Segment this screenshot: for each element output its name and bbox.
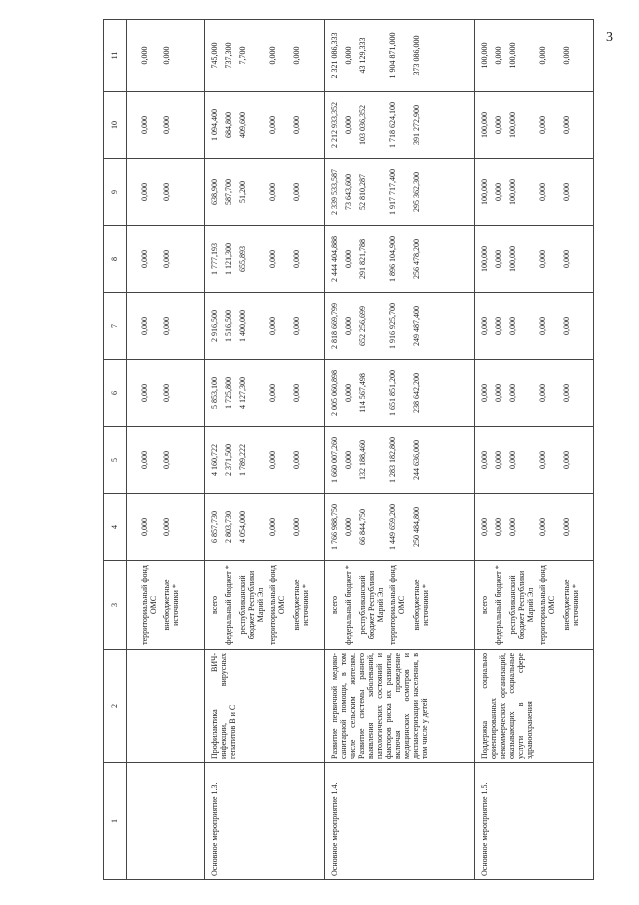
amount-value: 0,000 bbox=[508, 451, 517, 469]
amount-value: 0,000 bbox=[538, 116, 547, 134]
year-7-values-cell bbox=[325, 293, 475, 360]
year-11-values-cell bbox=[205, 20, 325, 92]
funding-source-label: всего bbox=[330, 596, 339, 615]
year-7-values-cell bbox=[475, 293, 594, 360]
amount-value: 1 651 851,200 bbox=[388, 370, 397, 416]
amount-value: 0,000 bbox=[538, 451, 547, 469]
amount-value: 100,000 bbox=[480, 112, 489, 138]
amount-value: 100,000 bbox=[508, 246, 517, 272]
amount-value: 2 916,500 bbox=[210, 310, 219, 342]
amount-value: 0,000 bbox=[292, 384, 301, 402]
amount-value: 0,000 bbox=[494, 317, 503, 335]
amount-value: 2 444 404,888 bbox=[330, 236, 339, 282]
activity-name-cell bbox=[127, 650, 205, 763]
activity-number-cell: Основное мероприятие 1.4. bbox=[325, 763, 475, 880]
amount-value: 684,800 bbox=[224, 112, 233, 138]
funding-source-label: республиканский бюджет Республики Марий Эл bbox=[358, 570, 385, 640]
header-cell-2: 2 bbox=[104, 650, 127, 763]
amount-value: 0,000 bbox=[494, 183, 503, 201]
amount-value: 1 283 182,800 bbox=[388, 437, 397, 483]
year-5-values-cell bbox=[127, 427, 205, 494]
header-cell-1: 1 bbox=[104, 763, 127, 880]
year-4-values-cell bbox=[205, 494, 325, 561]
funding-table bbox=[103, 19, 594, 880]
amount-value: 66 844,750 bbox=[358, 509, 367, 545]
year-4-values-cell bbox=[325, 494, 475, 561]
header-cell-7: 7 bbox=[104, 293, 127, 360]
year-6-values-cell bbox=[127, 360, 205, 427]
year-5-values-cell bbox=[205, 427, 325, 494]
year-7-values-cell bbox=[127, 293, 205, 360]
amount-value: 238 642,200 bbox=[412, 373, 421, 413]
amount-value: 0,000 bbox=[494, 384, 503, 402]
amount-value: 0,000 bbox=[344, 250, 353, 268]
amount-value: 0,000 bbox=[480, 451, 489, 469]
funding-source-label: внебюджетные источники * bbox=[292, 579, 310, 631]
amount-value: 0,000 bbox=[268, 116, 277, 134]
amount-value: 103 036,352 bbox=[358, 105, 367, 145]
amount-value: 0,000 bbox=[508, 317, 517, 335]
amount-value: 4 054,000 bbox=[238, 511, 247, 543]
amount-value: 409,600 bbox=[238, 112, 247, 138]
header-cell-4: 4 bbox=[104, 494, 127, 561]
funding-source-label: территориальный фонд ОМС bbox=[140, 565, 158, 645]
amount-value: 100,000 bbox=[480, 246, 489, 272]
amount-value: 0,000 bbox=[140, 250, 149, 268]
amount-value: 0,000 bbox=[480, 317, 489, 335]
amount-value: 0,000 bbox=[562, 46, 571, 65]
header-cell-8: 8 bbox=[104, 226, 127, 293]
year-11-values-cell bbox=[127, 20, 205, 92]
amount-value: 0,000 bbox=[162, 46, 171, 65]
funding-source-label: всего bbox=[210, 596, 219, 615]
year-11-values-cell bbox=[325, 20, 475, 92]
amount-value: 0,000 bbox=[344, 46, 353, 65]
amount-value: 0,000 bbox=[494, 46, 503, 65]
amount-value: 0,000 bbox=[344, 317, 353, 335]
amount-value: 737,300 bbox=[224, 42, 233, 69]
amount-value: 0,000 bbox=[268, 317, 277, 335]
amount-value: 0,000 bbox=[344, 116, 353, 134]
header-cell-6: 6 bbox=[104, 360, 127, 427]
amount-value: 0,000 bbox=[162, 317, 171, 335]
year-5-values-cell bbox=[475, 427, 594, 494]
table-row bbox=[205, 20, 325, 880]
amount-value: 0,000 bbox=[140, 518, 149, 536]
activity-name-cell: Поддержка социально ориентированных некоммерческих организаций, оказывающих социальные услуги в сфере здравоохранения bbox=[475, 650, 594, 763]
amount-value: 0,000 bbox=[538, 518, 547, 536]
amount-value: 0,000 bbox=[538, 46, 547, 65]
amount-value: 0,000 bbox=[562, 116, 571, 134]
amount-value: 0,000 bbox=[162, 116, 171, 134]
amount-value: 2 005 060,898 bbox=[330, 370, 339, 416]
amount-value: 1 917 717,400 bbox=[388, 169, 397, 215]
amount-value: 0,000 bbox=[268, 518, 277, 536]
amount-value: 0,000 bbox=[508, 384, 517, 402]
amount-value: 4 160,722 bbox=[210, 444, 219, 476]
amount-value: 2 371,500 bbox=[224, 444, 233, 476]
year-8-values-cell bbox=[127, 226, 205, 293]
amount-value: 745,000 bbox=[210, 42, 219, 69]
funding-source-label: всего bbox=[480, 596, 489, 615]
amount-value: 0,000 bbox=[508, 518, 517, 536]
amount-value: 0,000 bbox=[140, 451, 149, 469]
amount-value: 0,000 bbox=[480, 384, 489, 402]
amount-value: 1 094,400 bbox=[210, 109, 219, 141]
amount-value: 1 660 007,260 bbox=[330, 437, 339, 483]
amount-value: 1 121,300 bbox=[224, 243, 233, 275]
amount-value: 0,000 bbox=[162, 518, 171, 536]
amount-value: 4 127,300 bbox=[238, 377, 247, 409]
amount-value: 0,000 bbox=[268, 46, 277, 65]
year-8-values-cell bbox=[325, 226, 475, 293]
amount-value: 249 487,400 bbox=[412, 306, 421, 346]
year-10-values-cell bbox=[475, 92, 594, 159]
amount-value: 0,000 bbox=[268, 183, 277, 201]
funding-source-label: территориальный фонд ОМС bbox=[538, 565, 556, 645]
amount-value: 43 129,333 bbox=[358, 37, 367, 74]
amount-value: 1 896 104,900 bbox=[388, 236, 397, 282]
amount-value: 2 339 533,587 bbox=[330, 169, 339, 215]
activity-number-cell bbox=[127, 763, 205, 880]
amount-value: 0,000 bbox=[162, 183, 171, 201]
amount-value: 1 516,500 bbox=[224, 310, 233, 342]
amount-value: 2 212 933,352 bbox=[330, 102, 339, 148]
amount-value: 2 818 669,799 bbox=[330, 303, 339, 349]
amount-value: 0,000 bbox=[162, 451, 171, 469]
year-8-values-cell bbox=[205, 226, 325, 293]
year-10-values-cell bbox=[127, 92, 205, 159]
amount-value: 0,000 bbox=[140, 116, 149, 134]
amount-value: 100,000 bbox=[508, 112, 517, 138]
funding-source-label: территориальный фонд ОМС bbox=[388, 565, 406, 645]
amount-value: 0,000 bbox=[344, 451, 353, 469]
amount-value: 638,900 bbox=[210, 179, 219, 205]
year-4-values-cell bbox=[127, 494, 205, 561]
year-6-values-cell bbox=[325, 360, 475, 427]
amount-value: 0,000 bbox=[538, 250, 547, 268]
funding-source-label: федеральный бюджет * bbox=[224, 565, 233, 645]
year-9-values-cell bbox=[475, 159, 594, 226]
amount-value: 51,200 bbox=[238, 181, 247, 203]
funding-source-cell bbox=[127, 561, 205, 650]
amount-value: 1 789,222 bbox=[238, 444, 247, 476]
amount-value: 2 803,730 bbox=[224, 511, 233, 543]
amount-value: 0,000 bbox=[538, 384, 547, 402]
amount-value: 1 400,000 bbox=[238, 310, 247, 342]
amount-value: 2 321 086,333 bbox=[330, 32, 339, 79]
amount-value: 1 718 624,100 bbox=[388, 102, 397, 148]
year-9-values-cell bbox=[205, 159, 325, 226]
amount-value: 132 188,460 bbox=[358, 440, 367, 480]
funding-source-label: внебюджетные источники * bbox=[162, 579, 180, 631]
funding-source-label: федеральный бюджет * bbox=[494, 565, 503, 645]
amount-value: 0,000 bbox=[538, 317, 547, 335]
amount-value: 0,000 bbox=[494, 518, 503, 536]
amount-value: 0,000 bbox=[494, 250, 503, 268]
amount-value: 295 362,300 bbox=[412, 172, 421, 212]
amount-value: 244 636,000 bbox=[412, 440, 421, 480]
funding-source-label: республиканский бюджет Республики Марий Эл bbox=[238, 570, 265, 640]
amount-value: 0,000 bbox=[344, 518, 353, 536]
amount-value: 0,000 bbox=[162, 250, 171, 268]
year-4-values-cell bbox=[475, 494, 594, 561]
amount-value: 250 484,800 bbox=[412, 507, 421, 547]
table-row bbox=[325, 20, 475, 880]
header-cell-9: 9 bbox=[104, 159, 127, 226]
amount-value: 7,700 bbox=[238, 46, 247, 65]
table-row bbox=[475, 20, 594, 880]
amount-value: 73 643,600 bbox=[344, 174, 353, 210]
funding-source-label: федеральный бюджет * bbox=[344, 565, 353, 645]
amount-value: 0,000 bbox=[494, 451, 503, 469]
amount-value: 0,000 bbox=[268, 451, 277, 469]
amount-value: 100,000 bbox=[508, 179, 517, 205]
page-number: 3 bbox=[606, 30, 613, 45]
amount-value: 373 086,000 bbox=[412, 35, 421, 76]
year-11-values-cell bbox=[475, 20, 594, 92]
year-9-values-cell bbox=[127, 159, 205, 226]
year-10-values-cell bbox=[205, 92, 325, 159]
header-cell-11: 11 bbox=[104, 20, 127, 92]
header-cell-3: 3 bbox=[104, 561, 127, 650]
header-cell-10: 10 bbox=[104, 92, 127, 159]
amount-value: 655,893 bbox=[238, 246, 247, 272]
year-6-values-cell bbox=[205, 360, 325, 427]
table-row bbox=[127, 20, 205, 880]
amount-value: 100,000 bbox=[480, 42, 489, 69]
year-9-values-cell bbox=[325, 159, 475, 226]
amount-value: 1 916 925,700 bbox=[388, 303, 397, 349]
amount-value: 5 853,100 bbox=[210, 377, 219, 409]
amount-value: 391 272,900 bbox=[412, 105, 421, 145]
amount-value: 52 810,287 bbox=[358, 174, 367, 210]
funding-source-cell bbox=[475, 561, 594, 650]
amount-value: 0,000 bbox=[292, 451, 301, 469]
funding-source-label: внебюджетные источники * bbox=[562, 579, 580, 631]
amount-value: 0,000 bbox=[562, 183, 571, 201]
amount-value: 1 725,800 bbox=[224, 377, 233, 409]
year-10-values-cell bbox=[325, 92, 475, 159]
amount-value: 0,000 bbox=[494, 116, 503, 134]
activity-number-cell: Основное мероприятие 1.3. bbox=[205, 763, 325, 880]
activity-number-cell: Основное мероприятие 1.5. bbox=[475, 763, 594, 880]
amount-value: 1 904 871,000 bbox=[388, 32, 397, 79]
amount-value: 0,000 bbox=[140, 183, 149, 201]
amount-value: 0,000 bbox=[140, 317, 149, 335]
amount-value: 0,000 bbox=[480, 518, 489, 536]
amount-value: 6 857,730 bbox=[210, 511, 219, 543]
amount-value: 0,000 bbox=[292, 183, 301, 201]
amount-value: 100,000 bbox=[508, 42, 517, 69]
year-8-values-cell bbox=[475, 226, 594, 293]
funding-source-label: территориальный фонд ОМС bbox=[268, 565, 286, 645]
funding-source-label: республиканский бюджет Республики Марий Эл bbox=[508, 570, 535, 640]
header-row bbox=[104, 20, 127, 880]
amount-value: 0,000 bbox=[268, 250, 277, 268]
activity-name-cell: Профилактика ВИЧ-инфекции, вирусных гепатитов В и С bbox=[205, 650, 325, 763]
amount-value: 0,000 bbox=[162, 384, 171, 402]
amount-value: 0,000 bbox=[268, 384, 277, 402]
amount-value: 652 256,699 bbox=[358, 306, 367, 346]
year-5-values-cell bbox=[325, 427, 475, 494]
amount-value: 0,000 bbox=[292, 518, 301, 536]
amount-value: 291 821,788 bbox=[358, 239, 367, 279]
amount-value: 0,000 bbox=[538, 183, 547, 201]
amount-value: 0,000 bbox=[292, 116, 301, 134]
amount-value: 0,000 bbox=[562, 451, 571, 469]
landscape-table-page bbox=[103, 20, 598, 880]
table-body bbox=[127, 20, 594, 880]
amount-value: 114 567,498 bbox=[358, 373, 367, 413]
amount-value: 0,000 bbox=[562, 250, 571, 268]
amount-value: 0,000 bbox=[292, 46, 301, 65]
amount-value: 1 449 659,200 bbox=[388, 504, 397, 550]
year-6-values-cell bbox=[475, 360, 594, 427]
funding-source-cell bbox=[205, 561, 325, 650]
amount-value: 256 478,200 bbox=[412, 239, 421, 279]
amount-value: 0,000 bbox=[292, 317, 301, 335]
year-7-values-cell bbox=[205, 293, 325, 360]
amount-value: 0,000 bbox=[292, 250, 301, 268]
funding-source-label: внебюджетные источники * bbox=[412, 579, 430, 631]
amount-value: 0,000 bbox=[562, 384, 571, 402]
amount-value: 0,000 bbox=[140, 46, 149, 65]
amount-value: 0,000 bbox=[562, 317, 571, 335]
amount-value: 587,700 bbox=[224, 179, 233, 205]
amount-value: 1 766 988,750 bbox=[330, 504, 339, 550]
amount-value: 0,000 bbox=[344, 384, 353, 402]
funding-source-cell bbox=[325, 561, 475, 650]
activity-name-cell: Развитие первичной медико-санитарной помощи, в том числе сельским жителям. Развитие системы раннего выявления заболеваний, патологических состояний и факторов риска их развития, включая проведение медицинских осмотров и диспансеризации населения, в том числе у детей bbox=[325, 650, 475, 763]
amount-value: 0,000 bbox=[140, 384, 149, 402]
amount-value: 0,000 bbox=[562, 518, 571, 536]
amount-value: 1 777,193 bbox=[210, 243, 219, 275]
header-cell-5: 5 bbox=[104, 427, 127, 494]
amount-value: 100,000 bbox=[480, 179, 489, 205]
